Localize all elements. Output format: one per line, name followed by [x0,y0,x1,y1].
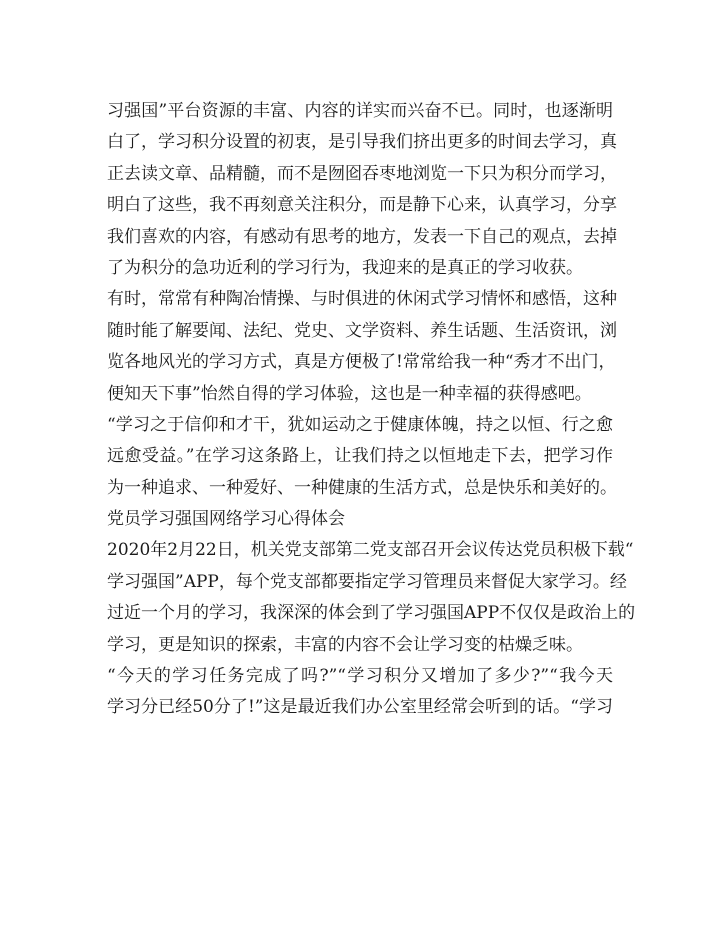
paragraph-5 [107,535,636,661]
text-line: 明白了这些，我不再刻意关注积分，而是静下心来，认真学习，分享 [107,195,617,216]
text-line: “学习之于信仰和才干，犹如运动之于健康体魄，持之以恒、行之愈 [107,414,613,435]
text-line: 白了，学习积分设置的初衷，是引导我们挤出更多的时间去学习，真 [107,132,617,153]
text-line: 有时，常常有种陶冶情操、与时俱进的休闲式学习情怀和感悟，这种 [107,289,617,310]
paragraph-1 [107,96,617,284]
text-line: 过近一个月的学习，我深深的体会到了学习强国APP不仅仅是政治上的 [107,603,636,624]
text-line: 正去读文章、品精髓，而不是囫囵吞枣地浏览一下只为积分而学习， [107,163,617,184]
text-line: 学习，更是知识的探索，丰富的内容不会让学习变的枯燥乏味。 [107,634,583,655]
text-line: 学习分已经50分了!”这是最近我们办公室里经常会听到的话。“学习 [107,697,613,718]
text-line: 远愈受益。”在学习这条路上，让我们持之以恒地走下去，把学习作 [107,446,613,467]
text-line: 学习强国”APP，每个党支部都要指定学习管理员来督促大家学习。经 [107,571,627,592]
paragraph-2 [107,284,617,410]
document-body [107,96,636,724]
text-line: 我们喜欢的内容，有感动有思考的地方，发表一下自己的观点，去掉 [107,226,617,247]
text-line: 2020年2月22日，机关党支部第二党支部召开会议传达党员积极下载“ [107,540,634,561]
text-line: 了为积分的急功近利的学习行为，我迎来的是真正的学习收获。 [107,257,583,278]
text-line: 便知天下事”怡然自得的学习体验，这也是一种幸福的获得感吧。 [107,383,592,404]
text-line: 览各地风光的学习方式，真是方便极了!常常给我一种“秀才不出门， [107,352,616,373]
text-line: “今天的学习任务完成了吗?”“学习积分又增加了多少?”“我今天 [107,666,613,687]
heading-line: 党员学习强国网络学习心得体会 [107,509,345,530]
paragraph-6 [107,661,613,724]
text-line: 习强国”平台资源的丰富、内容的详实而兴奋不已。同时，也逐渐明 [107,101,613,121]
text-line: 为一种追求、一种爱好、一种健康的生活方式，总是快乐和美好的。 [107,477,617,498]
paragraph-3-quote [107,410,617,504]
text-line: 随时能了解要闻、法纪、党史、文学资料、养生话题、生活资讯，浏 [107,320,617,341]
section-heading [107,504,613,535]
